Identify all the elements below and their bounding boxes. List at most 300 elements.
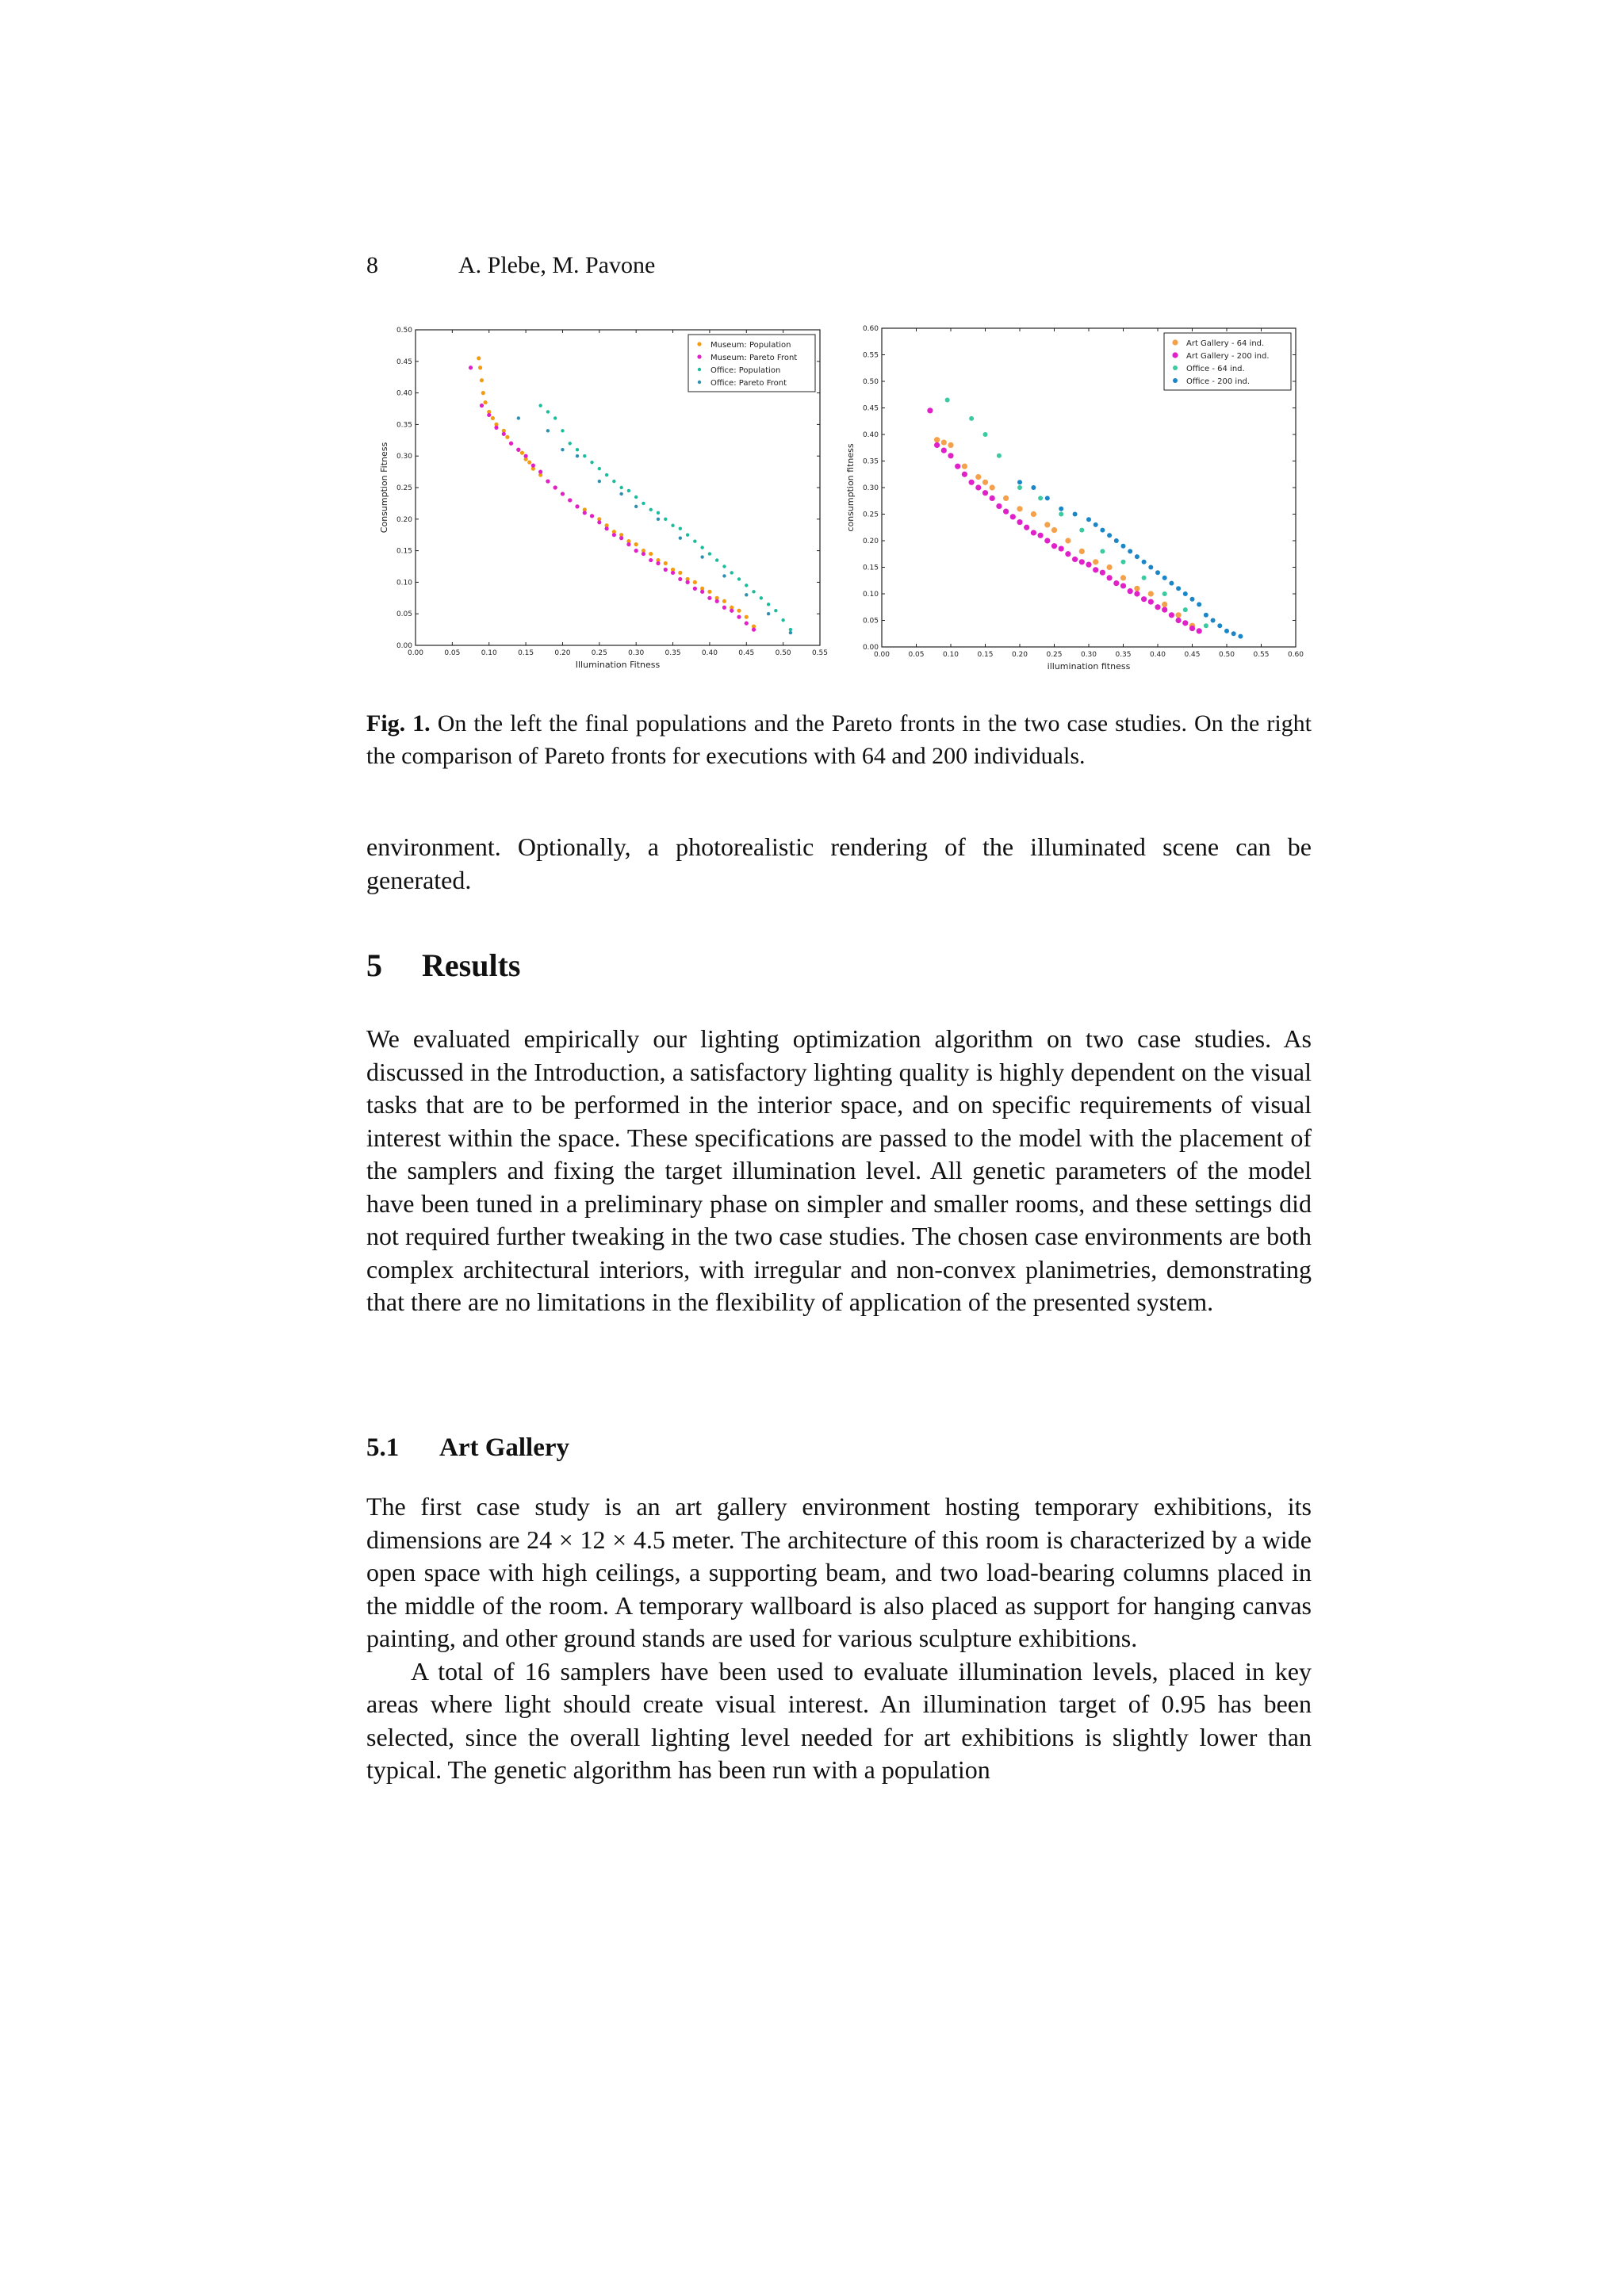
data-point bbox=[583, 454, 586, 457]
data-point bbox=[1148, 565, 1153, 570]
data-point bbox=[1142, 576, 1147, 580]
x-tick-label: 0.05 bbox=[444, 649, 461, 657]
x-tick-label: 0.15 bbox=[518, 649, 534, 657]
data-point bbox=[656, 561, 660, 565]
data-point bbox=[789, 628, 792, 631]
data-point bbox=[1059, 545, 1064, 551]
data-point bbox=[634, 549, 638, 553]
data-point bbox=[1155, 570, 1160, 575]
data-point bbox=[1107, 575, 1113, 580]
data-point bbox=[1182, 620, 1188, 626]
data-point bbox=[700, 545, 703, 549]
data-point bbox=[1224, 629, 1229, 633]
y-tick-label: 0.35 bbox=[396, 421, 412, 430]
data-point bbox=[679, 536, 682, 539]
data-point bbox=[1121, 560, 1126, 564]
chart-left bbox=[366, 320, 830, 677]
data-point bbox=[642, 552, 645, 556]
data-point bbox=[538, 404, 542, 407]
data-point bbox=[722, 574, 726, 577]
x-tick-label: 0.30 bbox=[628, 649, 645, 657]
x-tick-label: 0.20 bbox=[1011, 651, 1028, 659]
data-point bbox=[1073, 512, 1078, 517]
paragraph-results bbox=[366, 1023, 1312, 1319]
paragraph-environment bbox=[366, 831, 1312, 897]
data-point bbox=[546, 410, 550, 413]
data-point bbox=[1031, 511, 1036, 517]
data-point bbox=[760, 596, 763, 599]
data-point bbox=[1238, 634, 1243, 639]
data-point bbox=[590, 461, 593, 464]
x-tick-label: 0.05 bbox=[908, 651, 925, 659]
data-point bbox=[996, 503, 1002, 509]
data-point bbox=[1024, 525, 1029, 530]
data-point bbox=[531, 464, 535, 468]
y-tick-label: 0.50 bbox=[396, 327, 412, 335]
legend-entry: Office: Pareto Front bbox=[710, 379, 787, 388]
data-point bbox=[737, 609, 741, 613]
data-point bbox=[752, 590, 755, 593]
data-point bbox=[576, 448, 579, 451]
data-point bbox=[1162, 591, 1167, 596]
data-point bbox=[505, 435, 509, 439]
paragraph-environment-text: environment. Optionally, a photorealistic rendering of the illuminated scene can be generated. bbox=[366, 832, 1312, 894]
data-point bbox=[523, 454, 527, 458]
data-point bbox=[1169, 612, 1174, 618]
y-tick-label: 0.55 bbox=[862, 351, 879, 360]
data-point bbox=[1107, 564, 1113, 570]
x-tick-label: 0.55 bbox=[1253, 651, 1270, 659]
data-point bbox=[1162, 576, 1167, 580]
data-point bbox=[1204, 613, 1208, 618]
data-point bbox=[626, 542, 630, 546]
data-point bbox=[1017, 480, 1022, 484]
data-point bbox=[1176, 618, 1182, 623]
data-point bbox=[767, 603, 770, 606]
data-point bbox=[575, 504, 579, 508]
legend-entry: Art Gallery - 64 ind. bbox=[1186, 339, 1265, 348]
data-point bbox=[1031, 485, 1036, 490]
data-point bbox=[1094, 522, 1098, 527]
data-point bbox=[1183, 607, 1188, 612]
data-point bbox=[1051, 543, 1057, 549]
data-point bbox=[1176, 586, 1181, 591]
y-tick-label: 0.35 bbox=[862, 457, 879, 466]
data-point bbox=[745, 584, 748, 587]
data-point bbox=[948, 442, 953, 448]
data-point bbox=[1183, 591, 1188, 596]
data-point bbox=[538, 470, 542, 474]
legend-swatch bbox=[697, 354, 701, 358]
data-point bbox=[553, 416, 557, 419]
data-point bbox=[752, 628, 756, 632]
data-point bbox=[1038, 533, 1044, 538]
y-tick-label: 0.15 bbox=[396, 547, 412, 556]
data-point bbox=[561, 448, 564, 451]
y-tick-label: 0.20 bbox=[862, 538, 879, 545]
data-point bbox=[969, 480, 975, 485]
data-point bbox=[1189, 626, 1195, 631]
data-point bbox=[707, 596, 711, 600]
data-point bbox=[619, 486, 622, 489]
data-point bbox=[1100, 570, 1105, 576]
figure-caption bbox=[366, 707, 1312, 772]
data-point bbox=[605, 473, 608, 476]
data-point bbox=[627, 489, 630, 492]
data-point bbox=[481, 391, 485, 395]
x-tick-label: 0.30 bbox=[1080, 651, 1097, 659]
data-point bbox=[730, 571, 733, 574]
data-point bbox=[478, 365, 482, 369]
data-point bbox=[941, 448, 947, 453]
legend-swatch bbox=[1172, 339, 1178, 345]
data-point bbox=[945, 397, 950, 402]
y-tick-label: 0.20 bbox=[396, 515, 412, 524]
data-point bbox=[1086, 517, 1091, 522]
data-point bbox=[1114, 538, 1119, 543]
data-point bbox=[1204, 623, 1208, 628]
y-tick-label: 0.05 bbox=[396, 610, 412, 619]
data-point bbox=[1217, 623, 1222, 628]
data-point bbox=[491, 416, 495, 420]
section-title: Results bbox=[422, 947, 521, 983]
caption-label: Fig. 1. bbox=[366, 710, 431, 737]
data-point bbox=[604, 526, 608, 530]
y-tick-label: 0.10 bbox=[396, 579, 412, 587]
data-point bbox=[708, 552, 711, 555]
data-point bbox=[693, 539, 696, 542]
x-tick-label: 0.20 bbox=[554, 649, 571, 657]
data-point bbox=[598, 467, 601, 470]
data-point bbox=[517, 416, 520, 419]
data-point bbox=[1031, 530, 1036, 535]
header-authors: A. Plebe, M. Pavone bbox=[458, 252, 656, 278]
x-tick-label: 0.60 bbox=[1287, 651, 1304, 659]
figure-1 bbox=[366, 320, 1310, 677]
x-tick-label: 0.55 bbox=[811, 649, 829, 657]
y-tick-label: 0.00 bbox=[862, 644, 879, 652]
data-point bbox=[1134, 586, 1139, 591]
data-point bbox=[1059, 507, 1063, 511]
data-point bbox=[598, 480, 601, 483]
data-point bbox=[1148, 591, 1154, 596]
data-point bbox=[715, 599, 719, 603]
data-point bbox=[1121, 544, 1126, 549]
data-point bbox=[975, 484, 981, 490]
data-point bbox=[1093, 559, 1098, 564]
data-point bbox=[649, 552, 653, 556]
data-point bbox=[1079, 528, 1084, 533]
x-tick-label: 0.00 bbox=[873, 651, 891, 659]
y-tick-label: 0.50 bbox=[862, 378, 879, 386]
y-tick-label: 0.10 bbox=[862, 591, 879, 599]
section-heading bbox=[366, 947, 520, 984]
data-point bbox=[619, 492, 622, 496]
legend-entry: Office - 64 ind. bbox=[1186, 365, 1245, 373]
data-point bbox=[1169, 581, 1174, 586]
data-point bbox=[1135, 554, 1139, 559]
data-point bbox=[1197, 602, 1201, 607]
data-point bbox=[480, 404, 484, 408]
data-point bbox=[969, 416, 974, 421]
data-point bbox=[1197, 628, 1202, 633]
data-point bbox=[700, 555, 703, 558]
y-axis-label: consumption fitness bbox=[845, 443, 856, 532]
data-point bbox=[1155, 604, 1160, 610]
data-point bbox=[745, 615, 749, 619]
legend-swatch bbox=[1172, 352, 1178, 358]
data-point bbox=[576, 454, 579, 457]
chart-right bbox=[842, 320, 1310, 677]
data-point bbox=[1093, 567, 1098, 572]
legend-entry: Museum: Population bbox=[710, 341, 791, 350]
data-point bbox=[583, 511, 587, 515]
data-point bbox=[597, 520, 601, 524]
legend-swatch bbox=[1173, 378, 1178, 383]
data-point bbox=[955, 464, 960, 469]
x-tick-label: 0.15 bbox=[977, 651, 994, 659]
legend-entry: Office - 200 ind. bbox=[1186, 377, 1251, 386]
data-point bbox=[962, 464, 967, 469]
data-point bbox=[679, 527, 682, 530]
data-point bbox=[722, 606, 726, 610]
data-point bbox=[1211, 618, 1216, 623]
data-point bbox=[990, 484, 995, 490]
data-point bbox=[1162, 607, 1167, 613]
x-axis-label: illumination fitness bbox=[1047, 661, 1131, 672]
data-point bbox=[657, 518, 660, 521]
data-point bbox=[1044, 538, 1050, 543]
data-point bbox=[707, 590, 711, 594]
data-point bbox=[568, 498, 572, 502]
data-point bbox=[664, 568, 668, 572]
data-point bbox=[546, 479, 550, 483]
y-axis-label: Consumption Fitness bbox=[379, 442, 389, 534]
x-axis-label: Illumination Fitness bbox=[575, 660, 661, 670]
data-point bbox=[983, 432, 988, 437]
x-tick-label: 0.50 bbox=[775, 649, 791, 657]
legend-swatch bbox=[1173, 365, 1178, 370]
y-tick-label: 0.00 bbox=[396, 642, 412, 650]
data-point bbox=[1162, 602, 1167, 607]
x-tick-label: 0.35 bbox=[665, 649, 681, 657]
data-point bbox=[745, 593, 748, 596]
data-point bbox=[590, 514, 594, 518]
y-tick-label: 0.40 bbox=[396, 389, 412, 398]
data-point bbox=[494, 426, 498, 430]
data-point bbox=[634, 496, 638, 499]
data-point bbox=[789, 631, 792, 634]
data-point bbox=[686, 534, 689, 537]
page-number: 8 bbox=[366, 252, 378, 278]
legend-swatch bbox=[698, 368, 701, 371]
data-point bbox=[487, 413, 491, 417]
data-point bbox=[934, 442, 940, 448]
x-tick-label: 0.40 bbox=[1149, 651, 1166, 659]
data-point bbox=[693, 587, 697, 591]
data-point bbox=[1003, 509, 1009, 515]
data-point bbox=[671, 524, 674, 527]
data-point bbox=[469, 365, 473, 369]
data-point bbox=[649, 508, 653, 511]
data-point bbox=[722, 599, 726, 603]
data-point bbox=[1100, 528, 1105, 533]
x-tick-label: 0.25 bbox=[1046, 651, 1063, 659]
subsection-heading bbox=[366, 1433, 569, 1463]
data-point bbox=[1017, 485, 1022, 490]
x-tick-label: 0.00 bbox=[407, 649, 424, 657]
x-tick-label: 0.35 bbox=[1115, 651, 1132, 659]
x-tick-label: 0.45 bbox=[1184, 651, 1201, 659]
data-point bbox=[502, 432, 506, 436]
paragraph-results-text: We evaluated empirically our lighting optimization algorithm on two case studies. As discussed in the Introduction, a satisfactory lighting quality is highly dependent on the visual tasks that are to be performed in the interior space, and on specific requirements of visual interest within the space. These specifications are passed to the model with the placement of the samplers and fixing the target illumination level. All genetic parameters of the model have been tuned in a preliminary phase on simpler and smaller rooms, and these settings did not required further tweaking in the two case studies. The chosen case environments are both complex architectural interiors, with irregular and non-convex planimetries, demonstrating that there are no limitations in the flexibility of application of the presented system. bbox=[366, 1024, 1312, 1316]
data-point bbox=[737, 577, 741, 580]
data-point bbox=[1113, 580, 1119, 586]
data-point bbox=[561, 492, 565, 496]
legend-swatch bbox=[698, 381, 701, 384]
data-point bbox=[1010, 514, 1016, 519]
running-header bbox=[366, 252, 655, 279]
y-tick-label: 0.45 bbox=[862, 404, 879, 413]
data-point bbox=[477, 356, 481, 360]
data-point bbox=[1079, 559, 1085, 564]
y-tick-label: 0.40 bbox=[862, 431, 879, 439]
legend-entry: Art Gallery - 200 ind. bbox=[1186, 352, 1270, 361]
data-point bbox=[700, 590, 704, 594]
data-point bbox=[1120, 583, 1126, 588]
data-point bbox=[1045, 496, 1050, 500]
data-point bbox=[619, 536, 623, 540]
x-tick-label: 0.25 bbox=[591, 649, 607, 657]
caption-text: On the left the final populations and the Pareto fronts in the two case studies. On the right the comparison of Pareto fronts for executions with 64 and 200 individuals. bbox=[366, 710, 1312, 769]
legend-swatch bbox=[697, 342, 701, 346]
data-point bbox=[1086, 562, 1091, 568]
data-point bbox=[962, 472, 967, 477]
data-point bbox=[634, 505, 638, 508]
data-point bbox=[649, 558, 653, 562]
data-point bbox=[1038, 496, 1043, 500]
y-tick-label: 0.05 bbox=[862, 617, 879, 626]
data-point bbox=[745, 622, 749, 626]
data-point bbox=[671, 571, 675, 575]
data-point bbox=[612, 480, 615, 483]
data-point bbox=[1134, 591, 1139, 596]
data-point bbox=[737, 615, 741, 619]
legend-entry: Museum: Pareto Front bbox=[710, 354, 798, 362]
data-point bbox=[730, 609, 733, 613]
data-point bbox=[934, 437, 940, 442]
data-point bbox=[1044, 522, 1050, 527]
data-point bbox=[693, 580, 697, 584]
y-tick-label: 0.45 bbox=[396, 358, 412, 366]
data-point bbox=[527, 461, 531, 465]
data-point bbox=[982, 490, 988, 496]
section-number: 5 bbox=[366, 947, 382, 983]
data-point bbox=[948, 453, 953, 458]
data-point bbox=[941, 439, 947, 445]
data-point bbox=[781, 618, 784, 622]
data-point bbox=[1003, 496, 1009, 501]
y-tick-label: 0.60 bbox=[862, 325, 879, 333]
y-tick-label: 0.30 bbox=[396, 453, 412, 461]
x-tick-label: 0.45 bbox=[738, 649, 755, 657]
data-point bbox=[642, 502, 645, 505]
data-point bbox=[1065, 538, 1071, 543]
data-point bbox=[1100, 549, 1105, 553]
x-tick-label: 0.10 bbox=[942, 651, 959, 659]
data-point bbox=[678, 571, 682, 575]
data-point bbox=[553, 485, 557, 489]
x-tick-label: 0.50 bbox=[1218, 651, 1235, 659]
data-point bbox=[1128, 549, 1132, 553]
data-point bbox=[612, 533, 616, 537]
data-point bbox=[685, 580, 689, 584]
data-point bbox=[678, 577, 682, 581]
y-tick-label: 0.25 bbox=[862, 511, 879, 519]
x-tick-label: 0.40 bbox=[701, 649, 718, 657]
subsection-number: 5.1 bbox=[366, 1433, 400, 1462]
data-point bbox=[1107, 533, 1112, 538]
data-point bbox=[1051, 527, 1057, 533]
data-point bbox=[1142, 560, 1147, 564]
y-tick-label: 0.15 bbox=[862, 564, 879, 572]
data-point bbox=[774, 609, 777, 612]
data-point bbox=[1017, 506, 1022, 511]
data-point bbox=[715, 558, 718, 561]
data-point bbox=[982, 480, 988, 485]
legend-entry: Office: Population bbox=[710, 366, 781, 375]
data-point bbox=[1141, 596, 1147, 602]
data-point bbox=[520, 451, 524, 455]
data-point bbox=[1065, 551, 1071, 557]
data-point bbox=[509, 442, 513, 446]
data-point bbox=[1128, 588, 1133, 594]
data-point bbox=[927, 408, 933, 413]
data-point bbox=[516, 448, 520, 452]
data-point bbox=[1072, 557, 1078, 562]
subsection-title: Art Gallery bbox=[439, 1433, 570, 1462]
data-point bbox=[546, 429, 550, 432]
data-point bbox=[1120, 575, 1126, 580]
data-point bbox=[664, 561, 668, 565]
data-point bbox=[561, 429, 564, 432]
paragraph-art-gallery-2: A total of 16 samplers have been used to evaluate illumination levels, placed in key areas where light should create visual interest. An illumination target of 0.95 has been selected, since the overall lighting level needed for art exhibitions is slightly lower than typical. The genetic algorithm has been run with a population bbox=[366, 1656, 1312, 1784]
data-point bbox=[990, 496, 995, 501]
data-point bbox=[1231, 631, 1236, 636]
data-point bbox=[1176, 612, 1182, 618]
data-point bbox=[657, 511, 660, 515]
data-point bbox=[480, 378, 484, 382]
data-point bbox=[569, 442, 572, 445]
data-point bbox=[664, 518, 667, 521]
data-point bbox=[1017, 519, 1022, 525]
paragraph-art-gallery bbox=[366, 1490, 1312, 1787]
data-point bbox=[1079, 549, 1085, 554]
data-point bbox=[722, 564, 726, 568]
paragraph-art-gallery-1: The first case study is an art gallery environment hosting temporary exhibitions, its dimensions are 24 × 12 × 4.5 meter. The architecture of this room is characterized by a wide open space with high ceilings, a supporting beam, and two load-bearing columns placed in the middle of the room. A temporary wallboard is also placed as support for hanging canvas painting, and other ground stands are used for various sculpture exhibitions. bbox=[366, 1492, 1312, 1652]
data-point bbox=[1148, 599, 1154, 604]
data-point bbox=[634, 542, 638, 546]
data-point bbox=[483, 400, 487, 404]
data-point bbox=[1190, 597, 1195, 602]
y-tick-label: 0.30 bbox=[862, 484, 879, 492]
y-tick-label: 0.25 bbox=[396, 484, 412, 492]
data-point bbox=[1059, 512, 1063, 517]
data-point bbox=[997, 453, 1002, 458]
data-point bbox=[767, 612, 770, 615]
x-tick-label: 0.10 bbox=[481, 649, 497, 657]
data-point bbox=[975, 474, 981, 480]
